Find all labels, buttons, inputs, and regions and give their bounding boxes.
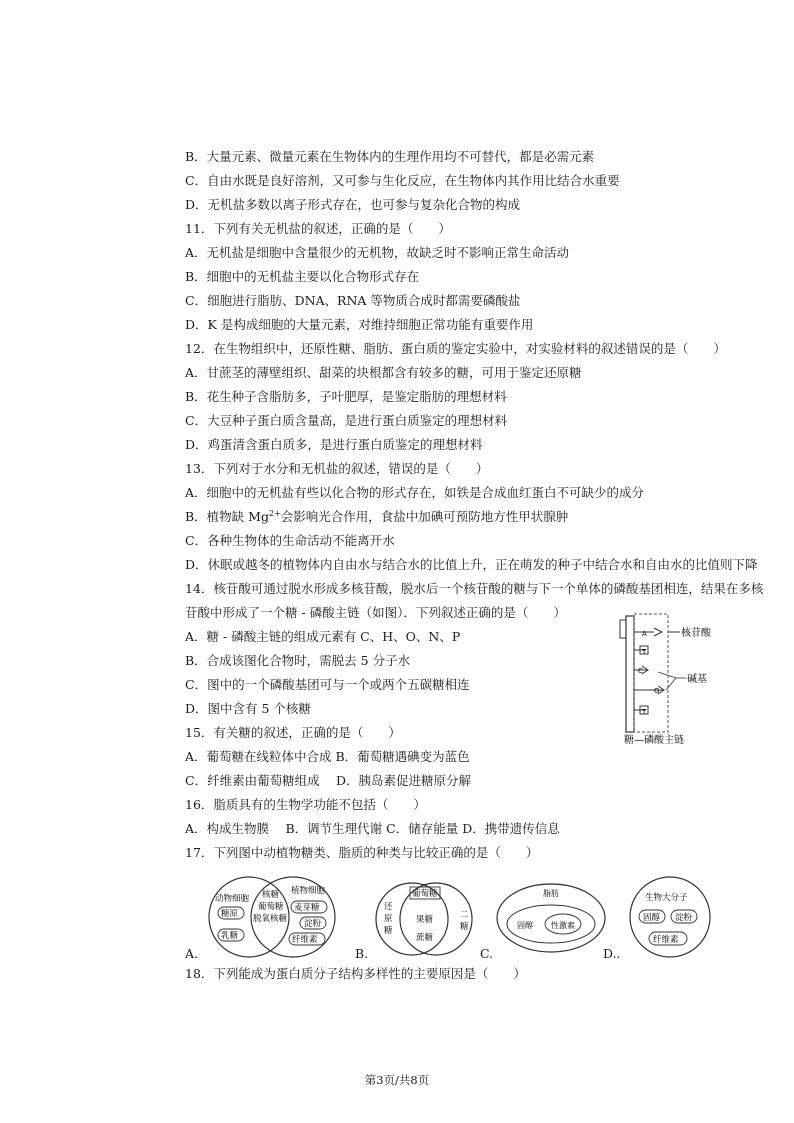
question-16: 16．脂质具有的生物学功能不包括（ ） — [185, 797, 426, 812]
venn-b-middle-1: 葡萄糖 — [412, 889, 438, 899]
q13-option-b-start: B．植物缺 Mg — [185, 509, 269, 524]
q10-option-d: D．无机盐多数以离子形式存在，也可参与复杂化合物的构成 — [185, 197, 521, 212]
q13-option-b-rest: 会影响光合作用，食盐中加碘可预防地方性甲状腺肿 — [280, 509, 569, 524]
circle-d-item-2: 淀粉 — [675, 913, 693, 923]
venn-a-left-item-1: 糖原 — [221, 909, 239, 919]
q15-options-cd: C．纤维素由葡萄糖组成 D．胰岛素促进糖原分解 — [185, 773, 472, 788]
circle-d-item-3: 纤维素 — [653, 935, 679, 945]
q14-option-d: D．图中含有 5 个核糖 — [185, 701, 311, 716]
label-nucleotide: 核苷酸 — [681, 628, 711, 639]
question-12: 12．在生物组织中，还原性糖、脂肪、蛋白质的鉴定实验中，对实验材料的叙述错误的是（ ） — [185, 341, 726, 356]
nucleotide-backbone-diagram — [618, 610, 740, 745]
circle-d-title: 生物大分子 — [645, 893, 688, 903]
page-footer: 第3页/共8页 — [364, 1073, 430, 1087]
base-label-g: G — [654, 687, 660, 695]
q12-option-a: A．甘蔗茎的薄壁组织、甜菜的块根都含有较多的糖，可用于鉴定还原糖 — [185, 365, 582, 380]
question-18: 18．下列能成为蛋白质分子结构多样性的主要原因是（ ） — [185, 966, 526, 981]
base-label-t1: T — [642, 648, 647, 656]
q11-option-b: B．细胞中的无机盐主要以化合物形式存在 — [185, 269, 420, 284]
q12-option-c: C．大豆种子蛋白质含量高，是进行蛋白质鉴定的理想材料 — [185, 413, 508, 428]
venn-a-right-item-3: 纤维素 — [292, 935, 318, 945]
venn-a-left-title: 动物细胞 — [215, 894, 250, 904]
label-backbone: 糖—磷酸主链 — [624, 735, 684, 745]
q17-diagram-a-venn — [205, 873, 340, 963]
q11-option-a: A．无机盐是细胞中含量很少的无机物，故缺乏时不影响正常生命活动 — [185, 245, 570, 260]
q12-option-d: D．鸡蛋清含蛋白质多，是进行蛋白质鉴定的理想材料 — [185, 437, 483, 452]
q13-option-b — [185, 509, 568, 525]
q13-option-a: A．细胞中的无机盐有些以化合物的形式存在，如铁是合成血红蛋白不可缺少的成分 — [185, 485, 645, 500]
q17-diagram-c-nested — [495, 878, 607, 958]
nested-c-outer: 脂肪 — [543, 889, 559, 898]
venn-a-middle-1: 核糖 — [262, 890, 280, 900]
nested-c-inner-left: 固醇 — [517, 921, 533, 930]
question-17: 17．下列图中动植物糖类、脂质的种类与比较正确的是（ ） — [185, 845, 539, 860]
question-15: 15．有关糖的叙述，正确的是（ ） — [185, 725, 401, 740]
q15-options-ab: A．葡萄糖在线粒体中合成 B．葡萄糖遇碘变为蓝色 — [185, 749, 470, 764]
q17-option-d-label: D.. — [603, 946, 621, 961]
question-14-line1: 14．核苷酸可通过脱水形成多核苷酸，脱水后一个核苷酸的糖与下一个单体的磷酸基团相连，结果在多核 — [185, 581, 764, 596]
venn-b-right: 二糖 — [460, 910, 469, 932]
venn-a-left-item-2: 乳糖 — [221, 931, 239, 941]
base-label-c: C — [638, 667, 643, 675]
venn-a-right-item-1: 麦芽糖 — [294, 903, 320, 913]
q17-option-c-label: C. — [480, 946, 494, 961]
q13-option-d: D．休眠或越冬的植物体内自由水与结合水的比值上升，正在萌发的种子中结合水和自由水的比值则下降 — [185, 557, 758, 572]
venn-a-middle-3: 脱氧核糖 — [253, 914, 288, 924]
q14-option-b: B．合成该图化合物时，需脱去 5 分子水 — [185, 653, 411, 668]
venn-b-left: 还原糖 — [384, 902, 393, 936]
q17-diagram-d-circle — [625, 874, 715, 960]
base-label-t2: T — [642, 708, 647, 716]
q10-option-b: B．大量元素、微量元素在生物体内的生理作用均不可替代，都是必需元素 — [185, 149, 595, 164]
q17-option-b-label: B. — [355, 946, 369, 961]
q13-option-c: C．各种生物体的生命活动不能离开水 — [185, 533, 395, 548]
venn-a-right-item-2: 淀粉 — [304, 919, 322, 929]
circle-d-item-1: 固醇 — [643, 913, 661, 923]
q11-option-c: C．细胞进行脂肪、DNA、RNA 等物质合成时都需要磷酸盐 — [185, 293, 521, 308]
q11-option-d: D．K 是构成细胞的大量元素，对维持细胞正常功能有重要作用 — [185, 317, 534, 332]
q14-option-a: A．糖 - 磷酸主链的组成元素有 C、H、O、N、P — [185, 629, 461, 644]
nested-c-inner-right: 性激素 — [551, 921, 575, 930]
q17-option-a-label: A. — [185, 946, 199, 961]
base-label-a: A — [642, 630, 647, 638]
question-11: 11．下列有关无机盐的叙述，正确的是（ ） — [185, 221, 451, 236]
venn-a-middle-2: 葡萄糖 — [258, 902, 284, 912]
question-14-line2: 苷酸中形成了一个糖 - 磷酸主链（如图）．下列叙述正确的是（ ） — [185, 605, 566, 620]
q16-options: A．构成生物膜 B．调节生理代谢 C．储存能量 D．携带遗传信息 — [185, 821, 560, 836]
question-13: 13．下列对于水分和无机盐的叙述，错误的是（ ） — [185, 461, 489, 476]
q10-option-c: C．自由水既是良好溶剂，又可参与生化反应，在生物体内其作用比结合水重要 — [185, 173, 620, 188]
venn-b-middle-2: 果糖 — [416, 915, 434, 925]
q14-option-c: C．图中的一个磷酸基团可与一个或两个五碳糖相连 — [185, 677, 470, 692]
venn-a-right-title: 植物细胞 — [291, 886, 326, 896]
mg-superscript: 2+ — [268, 509, 281, 518]
label-base: 碱基 — [687, 674, 707, 685]
q12-option-b: B．花生种子含脂肪多，子叶肥厚，是鉴定脂肪的理想材料 — [185, 389, 507, 404]
venn-b-middle-3: 蔗糖 — [416, 933, 434, 943]
q17-diagram-b-venn — [372, 873, 477, 963]
